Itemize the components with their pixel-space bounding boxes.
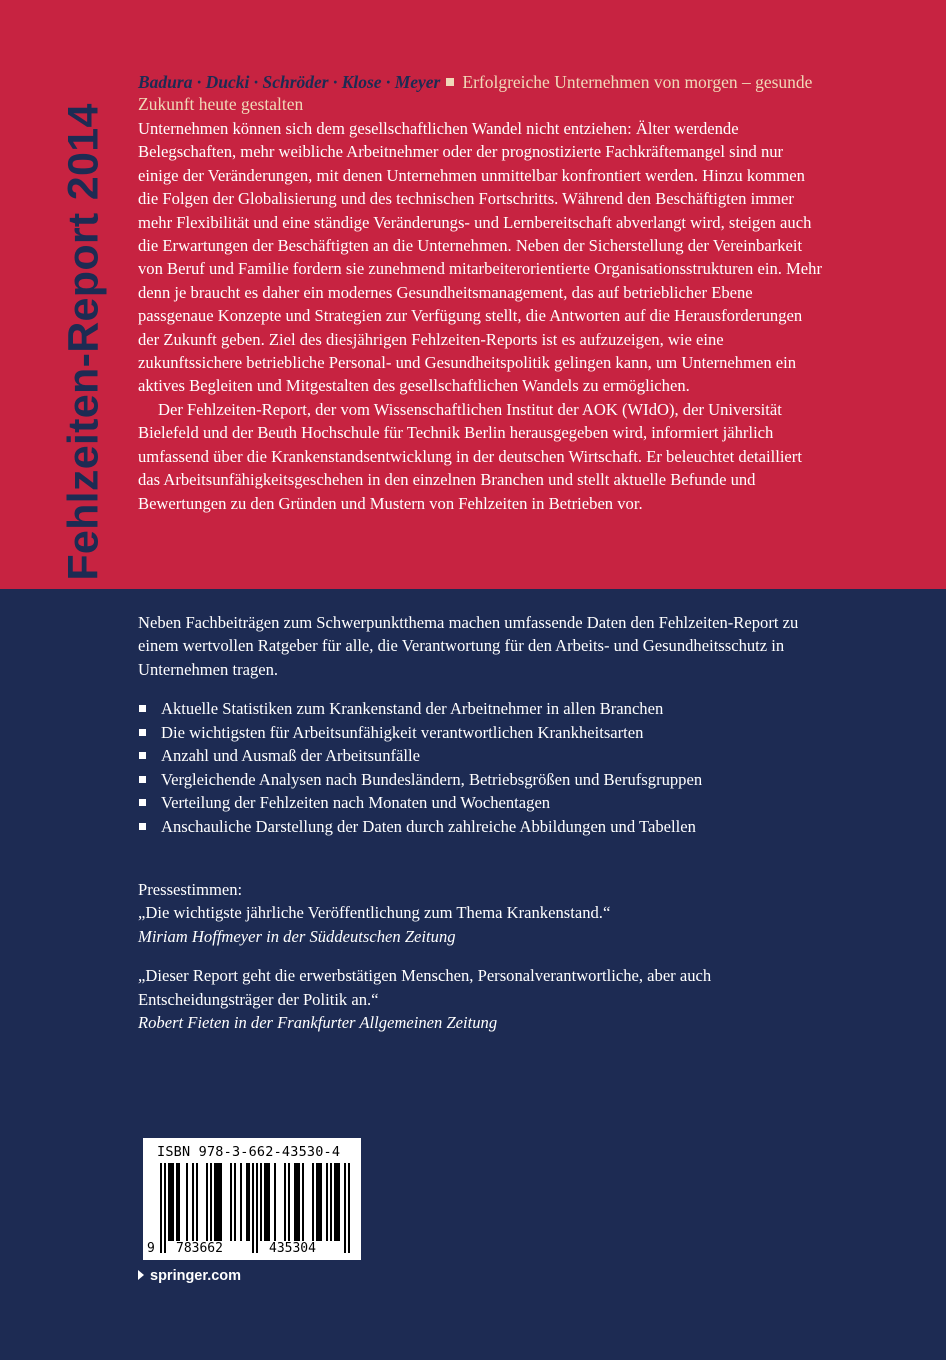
- list-item: [138, 721, 838, 745]
- press-quote-2: „Dieser Report geht die erwerbstätigen Menschen, Personalverantwortliche, aber auch Entscheidungsträger der Politik an.“: [138, 966, 712, 1009]
- square-bullet-icon: [139, 799, 146, 806]
- isbn-label: ISBN 978-3-662-43530-4: [157, 1144, 341, 1160]
- intro-text: [138, 117, 824, 515]
- square-bullet-icon: [139, 705, 146, 712]
- barcode-bar: [260, 1163, 262, 1241]
- square-separator-icon: [446, 78, 454, 86]
- barcode-bar: [168, 1163, 170, 1241]
- barcode-bar: [256, 1163, 258, 1253]
- feature-text: Anschauliche Darstellung der Daten durch zahlreiche Abbildungen und Tabellen: [161, 816, 696, 836]
- barcode-bar: [186, 1163, 188, 1241]
- press-quote-1: „Die wichtigste jährliche Veröffentlichung zum Thema Krankenstand.“: [138, 903, 611, 923]
- barcode-bar: [316, 1163, 318, 1241]
- list-item: [138, 815, 838, 839]
- barcode-bar: [172, 1163, 174, 1241]
- list-item: [138, 791, 838, 815]
- barcode-bar: [336, 1163, 338, 1241]
- feature-list: [138, 697, 838, 839]
- barcode-bar: [264, 1163, 266, 1241]
- spine-title: Fehlzeiten-Report 2014: [59, 103, 108, 581]
- list-item: [138, 744, 838, 768]
- barcode-bar: [214, 1163, 216, 1241]
- springer-link-text: springer.com: [150, 1268, 242, 1284]
- barcode-bar: [268, 1163, 270, 1241]
- barcode-bar: [302, 1163, 304, 1241]
- isbn-barcode: [143, 1138, 361, 1260]
- barcode-bar: [294, 1163, 296, 1241]
- barcode-bar: [246, 1163, 248, 1241]
- barcode-bar: [348, 1163, 350, 1253]
- barcode-bar: [312, 1163, 314, 1241]
- authors: Badura · Ducki · Schröder · Klose · Meyer: [138, 72, 441, 92]
- barcode-bar: [284, 1163, 286, 1241]
- feature-text: Verteilung der Fehlzeiten nach Monaten und Wochentagen: [161, 793, 551, 813]
- barcode-digit-group-left: 783662: [176, 1241, 223, 1256]
- barcode-bar: [248, 1163, 250, 1241]
- list-item: [138, 768, 838, 792]
- book-header: [138, 71, 818, 115]
- barcode-bar: [266, 1163, 268, 1241]
- press-quotes: [138, 878, 838, 1034]
- press-source-1: Miriam Hoffmeyer in der Süddeutschen Zeitung: [138, 926, 456, 946]
- barcode-digit-group-right: 435304: [269, 1241, 316, 1256]
- barcode-bar: [274, 1163, 276, 1241]
- barcode-bar: [210, 1163, 212, 1241]
- press-source-2: Robert Fieten in der Frankfurter Allgemeinen Zeitung: [138, 1013, 498, 1033]
- right-triangle-arrow-icon: [138, 1270, 144, 1280]
- barcode-bar: [192, 1163, 194, 1241]
- barcode-bar: [240, 1163, 242, 1241]
- barcode-bar: [318, 1163, 320, 1241]
- square-bullet-icon: [139, 776, 146, 783]
- barcode-bar: [164, 1163, 166, 1253]
- barcode-bar: [220, 1163, 222, 1241]
- barcode-bar: [338, 1163, 340, 1241]
- info-paragraph: Neben Fachbeiträgen zum Schwerpunktthema machen umfassende Daten den Fehlzeiten-Report zu einem wertvollen Ratgeber für alle, die Verantwortung für den Arbeits- und Gesundheitsschutz in Unternehmen tragen.: [138, 613, 799, 679]
- list-item: [138, 697, 838, 721]
- barcode-bar: [320, 1163, 322, 1241]
- barcode-bar: [344, 1163, 346, 1253]
- square-bullet-icon: [139, 823, 146, 830]
- barcode-bar: [298, 1163, 300, 1241]
- barcode-digit-first: 9: [147, 1241, 155, 1256]
- barcode-bar: [176, 1163, 178, 1241]
- square-bullet-icon: [139, 729, 146, 736]
- feature-text: Aktuelle Statistiken zum Krankenstand der Arbeitnehmer in allen Branchen: [161, 699, 664, 718]
- press-heading: Pressestimmen:: [138, 880, 243, 899]
- barcode-bar: [326, 1163, 328, 1241]
- barcode-bar: [334, 1163, 336, 1241]
- feature-text: Die wichtigsten für Arbeitsunfähigkeit verantwortlichen Krankheitsarten: [161, 722, 644, 742]
- barcode-bar: [234, 1163, 236, 1241]
- barcode-bar: [296, 1163, 298, 1241]
- book-subtitle: Erfolgreiche Unternehmen von morgen – gesunde Zukunft heute gestalten: [138, 72, 813, 114]
- intro-paragraph-1: Unternehmen können sich dem gesellschaftlichen Wandel nicht entziehen: Älter werdende Belegschaften, mehr weibliche Arbeitnehmer oder der prognostizierte Fachkräftemangel sind nur einige der Veränderungen, mit denen Unternehmen unmittelbar konfrontiert werden. Hinzu kommen die Folgen der Globalisierung und des technischen Fortschritts. Während den Beschäftigten immer mehr Flexibilität und eine ständige Veränderungs- und Lernbereitschaft abverlangt wird, steigen auch die Erwartungen der Beschäftigten an die Unternehmen. Neben der Sicherstellung der Vereinbarkeit von Beruf und Familie fordern sie zunehmend mitarbeiterorientierte Organisationsstrukturen ein. Mehr denn je braucht es daher ein modernes Gesundheitsmanagement, das auf betrieblicher Ebene passgenaue Konzepte und Strategien zur Verfügung stellt, die Antworten auf die Herausforderungen der Zukunft geben. Ziel des diesjährigen Fehlzeiten-Reports ist es aufzuzeigen, wie eine zukunftssichere betriebliche Personal- und Gesundheitspolitik gelingen kann, um Unternehmen ein aktives Begleiten und Mitgestalten des gesellschaftlichen Wandels zu ermöglichen.: [138, 119, 822, 396]
- barcode-bar: [178, 1163, 180, 1241]
- barcode-bar: [170, 1163, 172, 1241]
- barcode-bar: [252, 1163, 254, 1253]
- feature-text: Vergleichende Analysen nach Bundesländern, Betriebsgrößen und Berufsgruppen: [161, 769, 703, 789]
- barcode-bar: [230, 1163, 232, 1241]
- intro-paragraph-2: Der Fehlzeiten-Report, der vom Wissenschaftlichen Institut der AOK (WIdO), der Universität Bielefeld und der Beuth Hochschule für Technik Berlin herausgegeben wird, informiert jährlich umfassend über die Krankenstandsentwicklung in der deutschen Wirtschaft. Er beleuchtet detailliert das Arbeitsunfähigkeitsgeschehen in den einzelnen Branchen und stellt aktuelle Befunde und Bewertungen zu den Gründen und Mustern von Fehlzeiten in Betrieben vor.: [138, 399, 802, 513]
- barcode-bar: [218, 1163, 220, 1241]
- barcode-bar: [216, 1163, 218, 1241]
- barcode-bar: [160, 1163, 162, 1253]
- barcode-bar: [330, 1163, 332, 1241]
- square-bullet-icon: [139, 752, 146, 759]
- springer-link[interactable]: [138, 1268, 241, 1284]
- feature-text: Anzahl und Ausmaß der Arbeitsunfälle: [161, 746, 420, 766]
- barcode-bar: [196, 1163, 198, 1241]
- barcode-bar: [206, 1163, 208, 1241]
- barcode-bar: [288, 1163, 290, 1241]
